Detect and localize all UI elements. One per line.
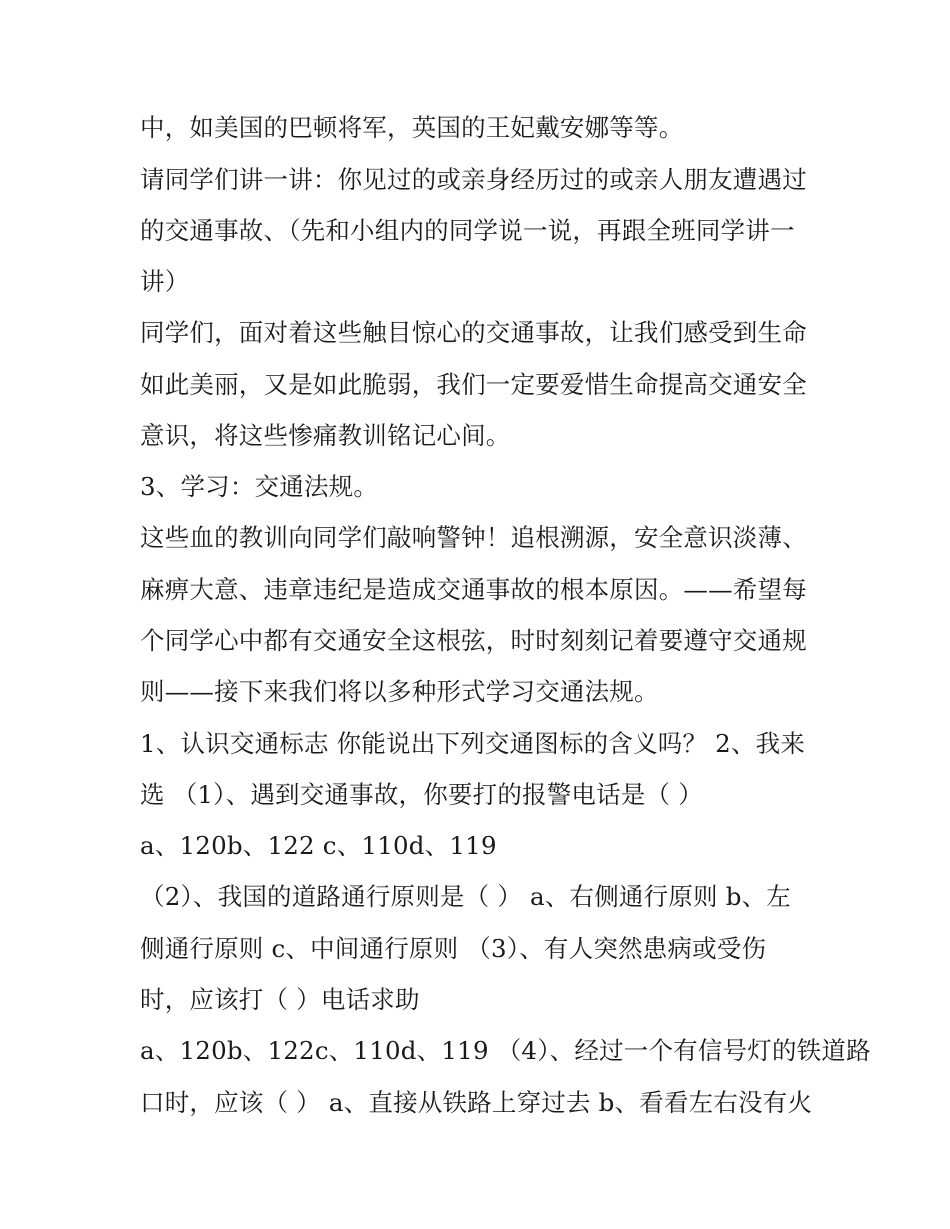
- text-line: 麻痹大意、违章违纪是造成交通事故的根本原因。——希望每: [140, 575, 807, 604]
- text-line: 请同学们讲一讲：你见过的或亲身经历过的或亲人朋友遭遇过: [140, 165, 807, 194]
- section-heading: 3、学习：交通法规。: [140, 472, 379, 501]
- text-line: 则——接下来我们将以多种形式学习交通法规。: [140, 677, 659, 706]
- text-line: 时，应该打（ ）电话求助: [140, 985, 420, 1014]
- text-line: 口时，应该（ ） a、直接从铁路上穿过去 b、看看左右没有火: [140, 1088, 813, 1117]
- text-line: 1、认识交通标志 你能说出下列交通图标的含义吗？ 2、我来: [140, 729, 806, 758]
- text-line: a、120b、122 c、110d、119: [140, 831, 497, 860]
- text-line: 个同学心中都有交通安全这根弦，时时刻刻记着要遵守交通规: [140, 626, 807, 655]
- text-line: （2）、我国的道路通行原则是（ ） a、右侧通行原则 b、左: [140, 882, 791, 911]
- text-line: 中，如美国的巴顿将军，英国的王妃戴安娜等等。: [140, 113, 684, 142]
- text-line: 这些血的教训向同学们敲响警钟！追根溯源，安全意识淡薄、: [140, 523, 807, 552]
- text-line: 侧通行原则 c、中间通行原则 （3）、有人突然患病或受伤: [140, 934, 767, 963]
- text-line: 同学们，面对着这些触目惊心的交通事故，让我们感受到生命: [140, 318, 807, 347]
- text-line: 的交通事故、（先和小组内的同学说一说，再跟全班同学讲一: [140, 216, 795, 245]
- text-line: a、120b、122c、110d、119 （4）、经过一个有信号灯的铁道路: [140, 1036, 871, 1065]
- text-line: 意识，将这些惨痛教训铭记心间。: [140, 421, 511, 450]
- text-line: 选 （1）、遇到交通事故，你要打的报警电话是（ ）: [140, 780, 703, 809]
- text-line: 如此美丽，又是如此脆弱，我们一定要爱惜生命提高交通安全: [140, 370, 807, 399]
- text-line: 讲）: [140, 267, 190, 296]
